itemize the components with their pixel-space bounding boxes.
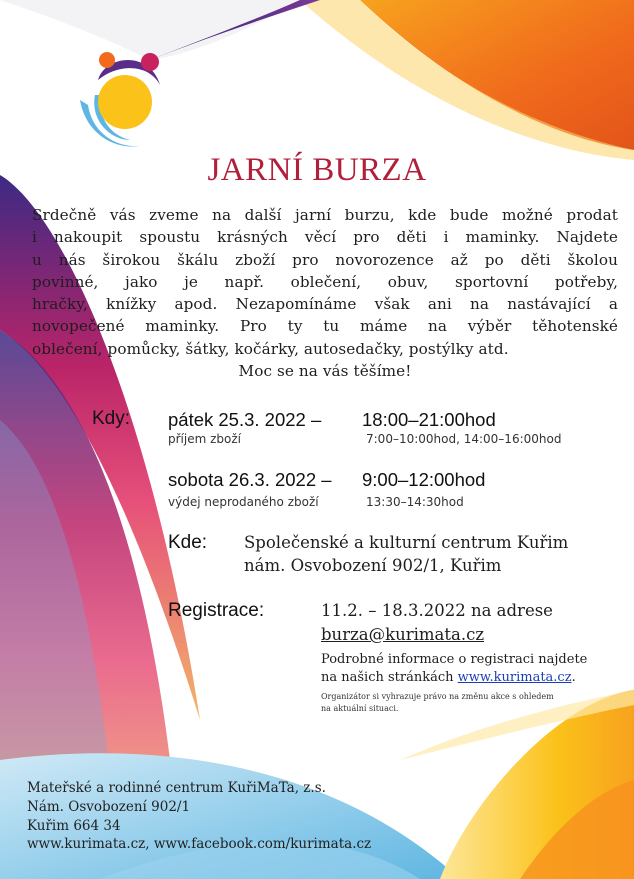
footer-city: Kuřim 664 34 bbox=[27, 818, 121, 834]
intro-line: Srdečně vás zveme na další jarní burzu, kde bude možné prodat bbox=[32, 206, 618, 224]
day1-date: pátek 25.3. 2022 – bbox=[168, 409, 322, 430]
intro-line: oblečení, pomůcky, šátky, kočárky, autosedačky, postýlky atd. bbox=[32, 339, 509, 358]
registration-label: Registrace: bbox=[168, 600, 265, 621]
day1-time: 18:00–21:00hod bbox=[362, 409, 496, 430]
registration-period: 11.2. – 18.3.2022 na adrese bbox=[321, 601, 553, 620]
registration-info-line2 bbox=[321, 668, 576, 687]
day1-sub-label: příjem zboží bbox=[168, 432, 241, 446]
logo bbox=[80, 52, 160, 147]
organizer-note-line2: na aktuální situaci. bbox=[321, 704, 399, 713]
organizer-note-line1: Organizátor si vyhrazuje právo na změnu akce s ohledem bbox=[321, 692, 554, 701]
intro-line: i nakoupit spoustu krásných věcí pro děti i maminky. Najdete bbox=[32, 228, 618, 247]
footer-web: www.kurimata.cz, www.facebook.com/kurimata.cz bbox=[27, 836, 372, 852]
day2-date: sobota 26.3. 2022 – bbox=[168, 469, 332, 490]
intro-closing: Moc se na vás těšíme! bbox=[238, 362, 412, 381]
registration-info-prefix: na našich stránkách bbox=[321, 670, 454, 685]
registration-email[interactable]: burza@kurimata.cz bbox=[321, 625, 485, 644]
footer-street: Nám. Osvobození 902/1 bbox=[27, 799, 191, 815]
intro-line: povinné, jako je např. oblečení, obuv, sportovní potřeby, bbox=[32, 272, 618, 291]
day2-time: 9:00–12:00hod bbox=[362, 469, 486, 490]
registration-info-suffix: . bbox=[571, 670, 576, 685]
registration-info-line1: Podrobné informace o registraci najdete bbox=[321, 652, 588, 667]
where-label: Kde: bbox=[168, 532, 208, 553]
website-link[interactable]: www.kurimata.cz bbox=[457, 670, 572, 685]
page-title: JARNÍ BURZA bbox=[207, 152, 427, 188]
where-line1: Společenské a kulturní centrum Kuřim bbox=[244, 533, 569, 552]
intro-text bbox=[32, 204, 618, 382]
footer-org: Mateřské a rodinné centrum KuřiMaTa, z.s. bbox=[27, 780, 326, 796]
intro-line: u nás širokou škálu zboží pro novorozence až po děti školou bbox=[32, 250, 618, 269]
intro-line: novopečené maminky. Pro ty tu máme na výběr těhotenské bbox=[32, 317, 618, 336]
where-line2: nám. Osvobození 902/1, Kuřim bbox=[244, 556, 502, 575]
when-label: Kdy: bbox=[92, 408, 131, 429]
day2-sub-label: výdej neprodaného zboží bbox=[168, 495, 319, 509]
day1-sub-time: 7:00–10:00hod, 14:00–16:00hod bbox=[366, 432, 562, 446]
day2-sub-time: 13:30–14:30hod bbox=[366, 495, 464, 509]
intro-line: hračky, knížky apod. Nezapomínáme však ani na nastávající a bbox=[32, 295, 618, 314]
